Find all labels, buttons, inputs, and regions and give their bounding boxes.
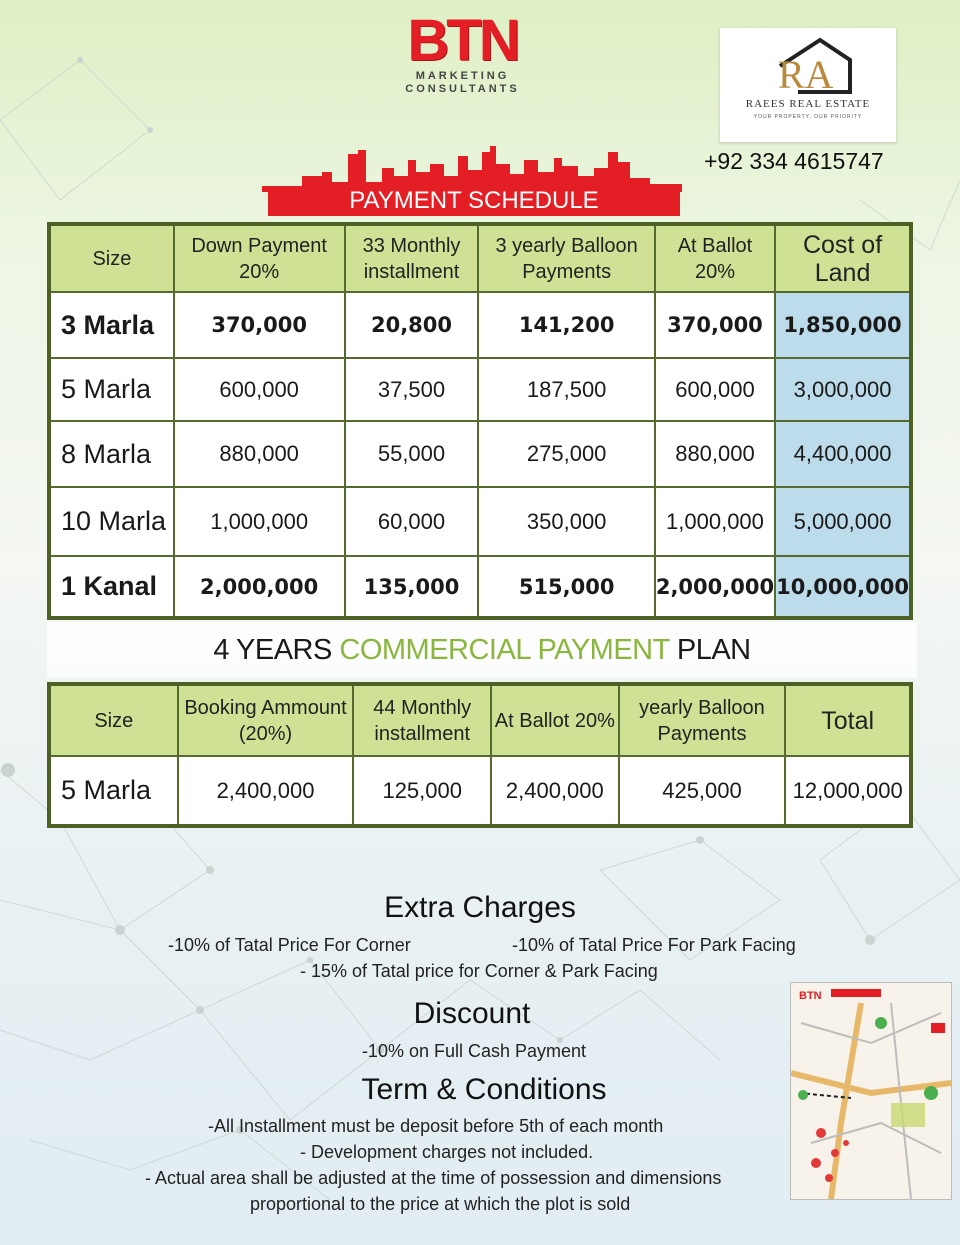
commercial-title-b: COMMERCIAL PAYMENT: [339, 634, 670, 666]
cell-monthly: 135,000: [345, 556, 479, 618]
city-skyline-icon: [262, 142, 682, 192]
btn-logo-sub2: CONSULTANTS: [405, 83, 520, 95]
header-ballot: At Ballot 20%: [491, 684, 619, 756]
cell-size: 5 Marla: [49, 358, 174, 421]
raees-tagline: YOUR PROPERTY, OUR PRIORITY: [753, 114, 863, 120]
table-row: [49, 358, 911, 421]
btn-logo: [400, 8, 525, 96]
header-total: Total: [785, 684, 911, 756]
cell-monthly: 55,000: [345, 421, 479, 487]
cell-booking: 2,400,000: [178, 756, 354, 826]
header-ballot: At Ballot 20%: [655, 224, 775, 292]
terms-line-3: - Actual area shall be adjusted at the time of possession and dimensions: [145, 1168, 722, 1188]
header-size: Size: [49, 684, 178, 756]
raees-name: RAEES REAL ESTATE: [745, 98, 871, 110]
map-logo: BTN: [799, 990, 822, 1002]
payment-schedule-table: [47, 222, 913, 620]
terms-line-1: -All Installment must be deposit before 5th of each month: [208, 1116, 664, 1136]
cell-ballot: 600,000: [655, 358, 775, 421]
map-icon: [791, 983, 951, 1199]
cell-monthly: 37,500: [345, 358, 479, 421]
cell-ballot: 2,000,000: [655, 556, 775, 618]
cell-balloon: 425,000: [619, 756, 786, 826]
cell-ballot: 1,000,000: [655, 487, 775, 556]
cell-size: 8 Marla: [49, 421, 174, 487]
cell-size: 1 Kanal: [49, 556, 174, 618]
cell-ballot: 2,400,000: [491, 756, 619, 826]
header-balloon: yearly Balloon Payments: [619, 684, 786, 756]
table-header-row: [49, 684, 911, 756]
header-monthly: 33 Monthly installment: [345, 224, 479, 292]
cell-cost: 4,400,000: [775, 421, 911, 487]
cell-cost: 3,000,000: [775, 358, 911, 421]
table-row: [49, 421, 911, 487]
btn-logo-sub1: MARKETING: [415, 70, 510, 82]
extra-park: -10% of Tatal Price For Park Facing: [512, 935, 796, 955]
cell-cost: 1,850,000: [775, 292, 911, 358]
discount-title: Discount: [413, 997, 531, 1030]
cell-monthly: 125,000: [353, 756, 491, 826]
commercial-plan-table: [47, 682, 913, 828]
terms-line-4: proportional to the price at which the plot is sold: [250, 1194, 631, 1214]
table-row: [49, 487, 911, 556]
cell-balloon: 187,500: [478, 358, 654, 421]
cell-size: 3 Marla: [49, 292, 174, 358]
payment-schedule-banner: PAYMENT SCHEDULE: [268, 186, 680, 216]
header-cost: Cost of Land: [775, 224, 911, 292]
cell-size: 10 Marla: [49, 487, 174, 556]
cell-monthly: 60,000: [345, 487, 479, 556]
table-row: [49, 556, 911, 618]
header-size: Size: [49, 224, 174, 292]
commercial-title-c: PLAN: [669, 634, 751, 666]
terms-title: Term & Conditions: [361, 1073, 607, 1106]
cell-ballot: 370,000: [655, 292, 775, 358]
btn-logo-mark: BTN: [407, 8, 518, 73]
house-icon: [758, 36, 858, 98]
extra-corner: -10% of Tatal Price For Corner: [168, 935, 411, 955]
table-header-row: [49, 224, 911, 292]
header-monthly: 44 Monthly installment: [353, 684, 491, 756]
commercial-plan-title: [47, 622, 917, 678]
location-map[interactable]: [790, 982, 952, 1200]
cell-monthly: 20,800: [345, 292, 479, 358]
cell-down-payment: 1,000,000: [174, 487, 345, 556]
cell-cost: 10,000,000: [775, 556, 911, 618]
cell-balloon: 275,000: [478, 421, 654, 487]
raees-logo: [720, 28, 896, 142]
cell-down-payment: 370,000: [174, 292, 345, 358]
raees-initials: RA: [778, 52, 834, 97]
cell-balloon: 350,000: [478, 487, 654, 556]
commercial-title-a: 4 YEARS: [213, 634, 340, 666]
discount-text: -10% on Full Cash Payment: [361, 1041, 587, 1061]
cell-balloon: 515,000: [478, 556, 654, 618]
cell-down-payment: 880,000: [174, 421, 345, 487]
phone-number[interactable]: +92 334 4615747: [704, 148, 884, 174]
cell-total: 12,000,000: [785, 756, 911, 826]
cell-down-payment: 600,000: [174, 358, 345, 421]
header-down-payment: Down Payment 20%: [174, 224, 345, 292]
table-row: [49, 756, 911, 826]
header-booking: Booking Ammount (20%): [178, 684, 354, 756]
cell-size: 5 Marla: [49, 756, 178, 826]
extra-both: - 15% of Tatal price for Corner & Park Facing: [300, 961, 658, 981]
extra-charges-title: Extra Charges: [384, 891, 576, 924]
cell-cost: 5,000,000: [775, 487, 911, 556]
terms-line-2: - Development charges not included.: [300, 1142, 594, 1162]
cell-ballot: 880,000: [655, 421, 775, 487]
cell-down-payment: 2,000,000: [174, 556, 345, 618]
table-row: [49, 292, 911, 358]
cell-balloon: 141,200: [478, 292, 654, 358]
header-balloon: 3 yearly Balloon Payments: [478, 224, 654, 292]
